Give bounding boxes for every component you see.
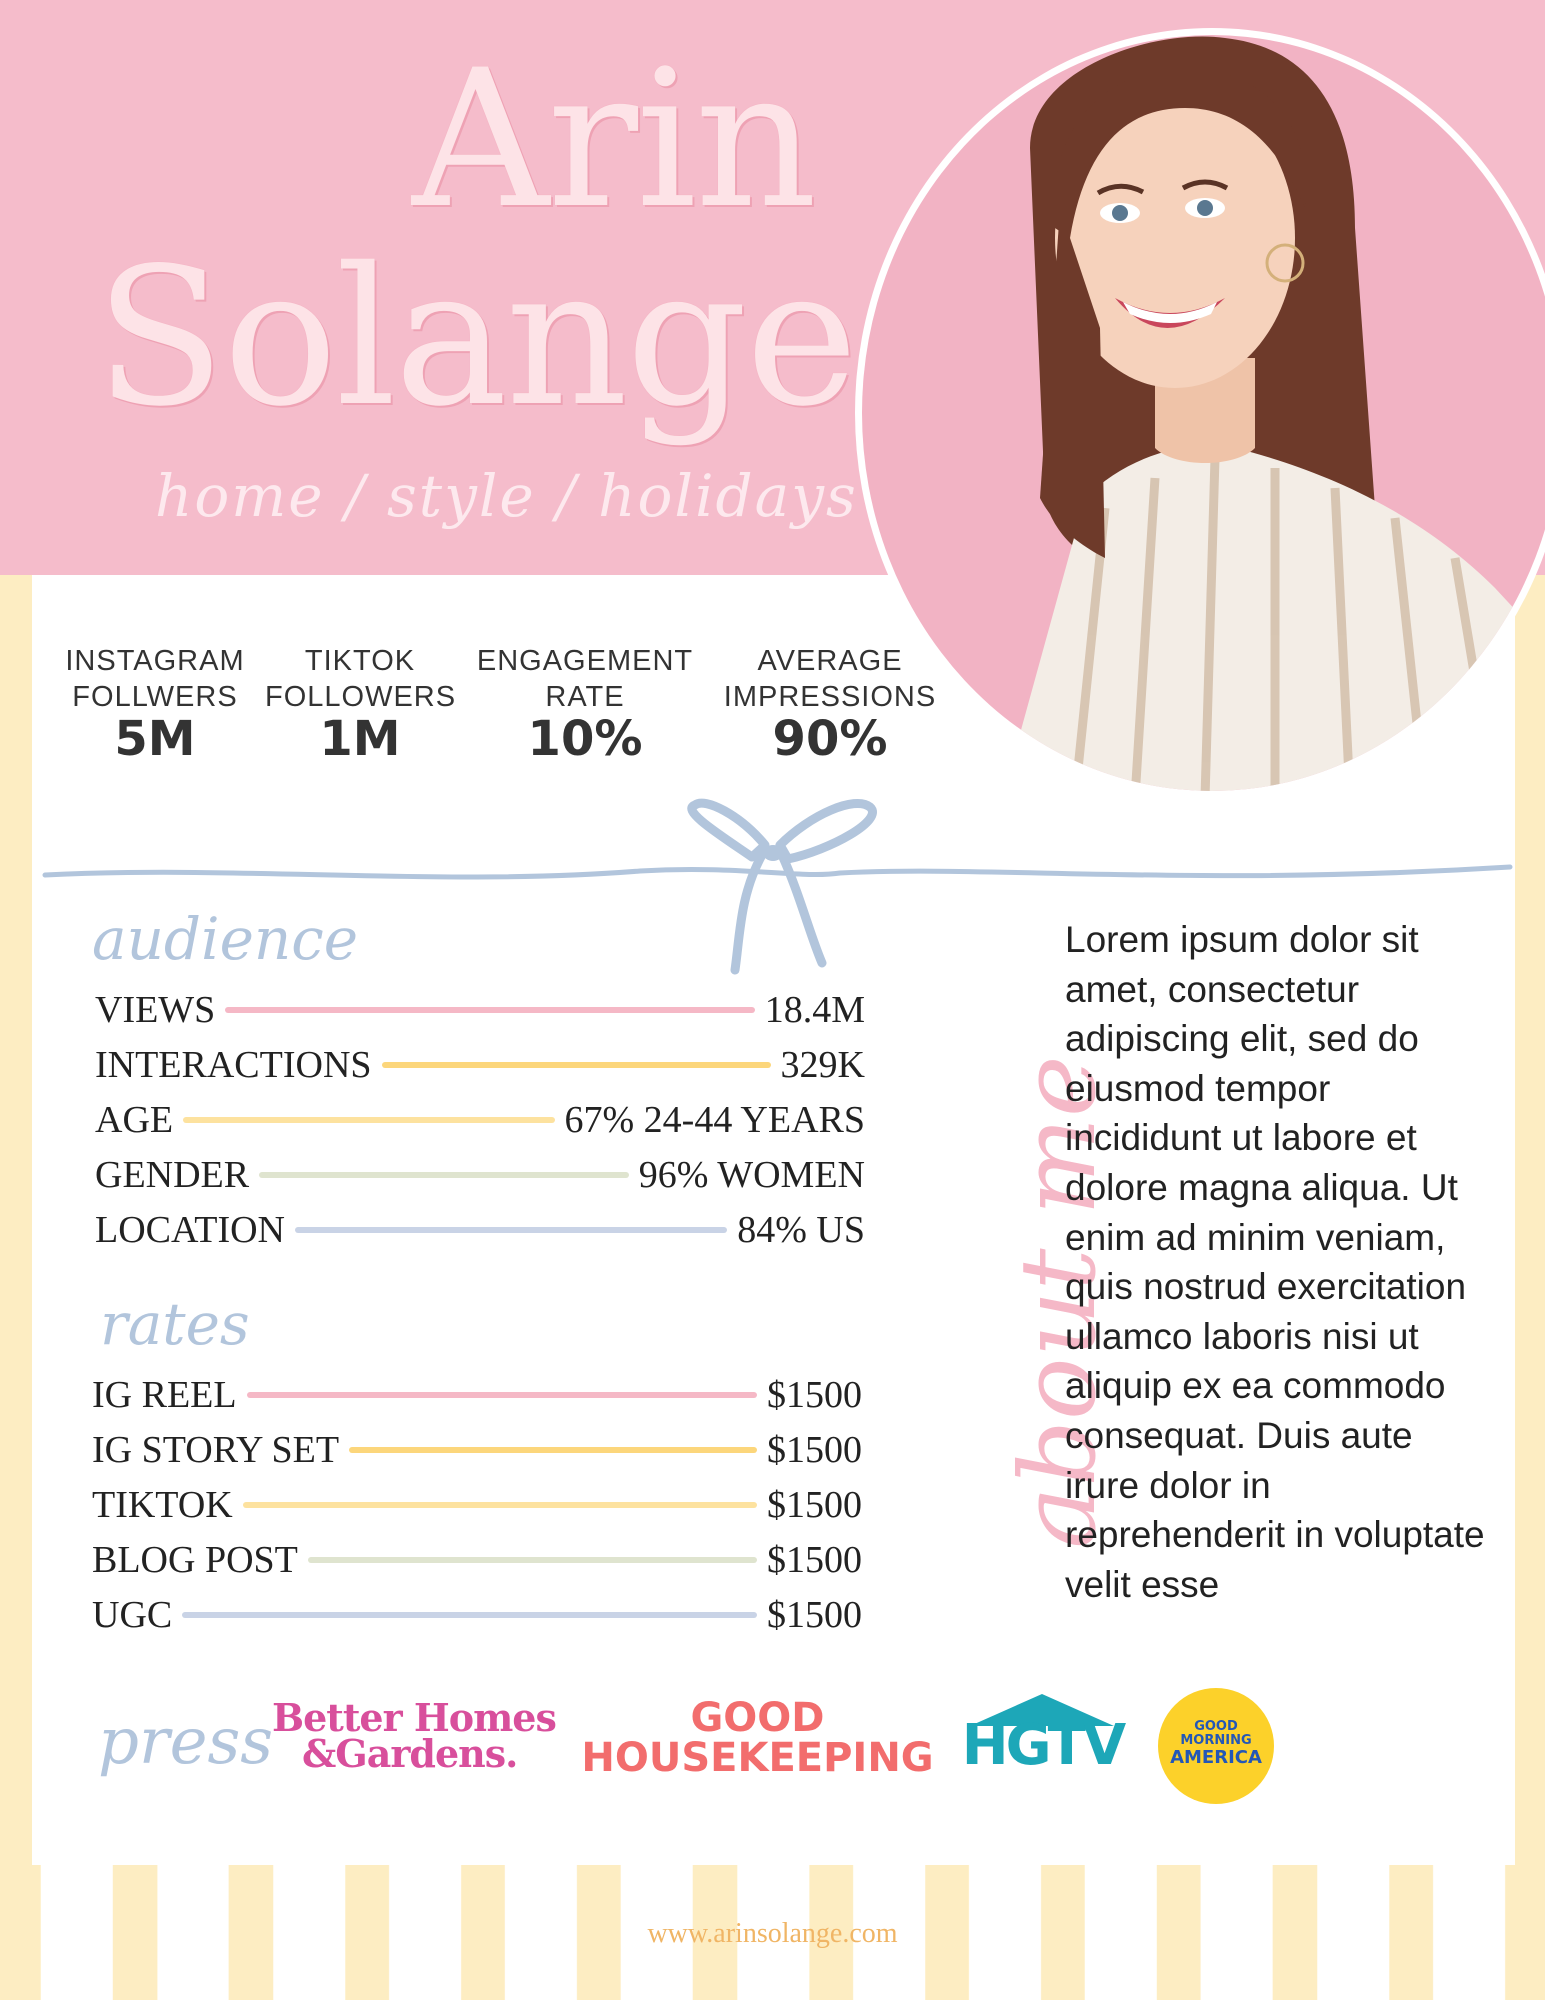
row-value: 329K xyxy=(780,1044,865,1086)
row-divider xyxy=(243,1502,757,1508)
logo-line: GOOD xyxy=(690,1695,825,1741)
rate-row xyxy=(92,1483,862,1527)
stat-value: 1M xyxy=(319,711,401,767)
stat-label: ENGAGEMENT RATE xyxy=(476,645,694,713)
row-divider xyxy=(382,1062,771,1068)
stat-instagram xyxy=(60,643,250,765)
row-value: 96% WOMEN xyxy=(638,1154,865,1196)
stat-label: AVERAGE IMPRESSIONS xyxy=(723,645,937,713)
row-value: $1500 xyxy=(767,1594,862,1636)
rates-heading: rates xyxy=(100,1290,250,1358)
row-label: BLOG POST xyxy=(92,1539,298,1581)
row-label: IG REEL xyxy=(92,1374,237,1416)
stat-tiktok xyxy=(265,643,455,765)
logo-line: MORNING xyxy=(1180,1733,1252,1748)
profile-photo xyxy=(855,28,1545,798)
stat-engagement xyxy=(475,643,695,765)
audience-row xyxy=(95,1153,865,1197)
row-value: $1500 xyxy=(767,1539,862,1581)
stat-value: 10% xyxy=(527,711,643,767)
row-value: 18.4M xyxy=(764,989,865,1031)
logo-line: Better Homes xyxy=(272,1695,556,1740)
hgtv-logo xyxy=(960,1692,1125,1776)
logo-line: HOUSEKEEPING xyxy=(581,1735,934,1781)
row-divider xyxy=(247,1392,757,1398)
bow-knot xyxy=(763,845,783,861)
rate-row xyxy=(92,1428,862,1472)
good-morning-america-logo xyxy=(1158,1688,1274,1804)
better-homes-gardens-logo xyxy=(272,1695,556,1776)
stat-value: 5M xyxy=(114,711,196,767)
logo-line: AMERICA xyxy=(1170,1747,1262,1768)
row-divider xyxy=(349,1447,757,1453)
row-label: LOCATION xyxy=(95,1209,285,1251)
bow-icon xyxy=(692,803,873,970)
audience-row xyxy=(95,1208,865,1252)
row-label: IG STORY SET xyxy=(92,1429,340,1471)
good-housekeeping-logo xyxy=(580,1695,935,1781)
row-label: GENDER xyxy=(95,1154,250,1196)
rate-row xyxy=(92,1593,862,1637)
stat-label: INSTAGRAM FOLLWERS xyxy=(65,645,245,713)
row-value: $1500 xyxy=(767,1484,862,1526)
row-divider xyxy=(225,1007,754,1013)
last-name: Solange xyxy=(95,227,857,448)
stat-label: TIKTOK FOLLOWERS xyxy=(265,645,457,713)
row-divider xyxy=(183,1117,554,1123)
press-heading: press xyxy=(98,1705,274,1779)
row-value: 84% US xyxy=(737,1209,865,1251)
row-divider xyxy=(259,1172,629,1178)
rate-row xyxy=(92,1373,862,1417)
logo-line: &Gardens. xyxy=(302,1731,518,1776)
row-label: TIKTOK xyxy=(92,1484,233,1526)
audience-heading: audience xyxy=(92,905,359,973)
website-url[interactable]: www.arinsolange.com xyxy=(647,1918,898,1949)
row-label: VIEWS xyxy=(95,989,216,1031)
audience-row xyxy=(95,1098,865,1142)
row-divider xyxy=(295,1227,727,1233)
row-value: $1500 xyxy=(767,1374,862,1416)
row-value: $1500 xyxy=(767,1429,862,1471)
rate-row xyxy=(92,1538,862,1582)
first-name: Arin xyxy=(412,29,816,250)
about-text: Lorem ipsum dolor sit amet, consectetur adipiscing elit, sed do eiusmod tempor incididunt ut labore et dolore magna aliqua. Ut enim ad minim veniam, quis nostrud exercitation ullamco laboris nisi ut aliquip ex ea commodo consequat. Duis aute irure dolor in reprehenderit in voluptate velit esse xyxy=(1065,919,1485,1605)
tagline: home / style / holidays xyxy=(155,462,858,530)
row-divider xyxy=(182,1612,757,1618)
row-divider xyxy=(308,1557,757,1563)
row-label: UGC xyxy=(92,1594,173,1636)
logo-line: GOOD xyxy=(1194,1719,1238,1734)
audience-row xyxy=(95,1043,865,1087)
stat-impressions xyxy=(720,643,940,765)
row-label: INTERACTIONS xyxy=(95,1044,372,1086)
audience-row xyxy=(95,988,865,1032)
row-value: 67% 24-44 YEARS xyxy=(564,1099,865,1141)
logo-line: HGTV xyxy=(961,1713,1124,1778)
row-label: AGE xyxy=(95,1099,174,1141)
about-me-heading: about me xyxy=(997,1055,1119,1549)
stat-value: 90% xyxy=(772,711,888,767)
